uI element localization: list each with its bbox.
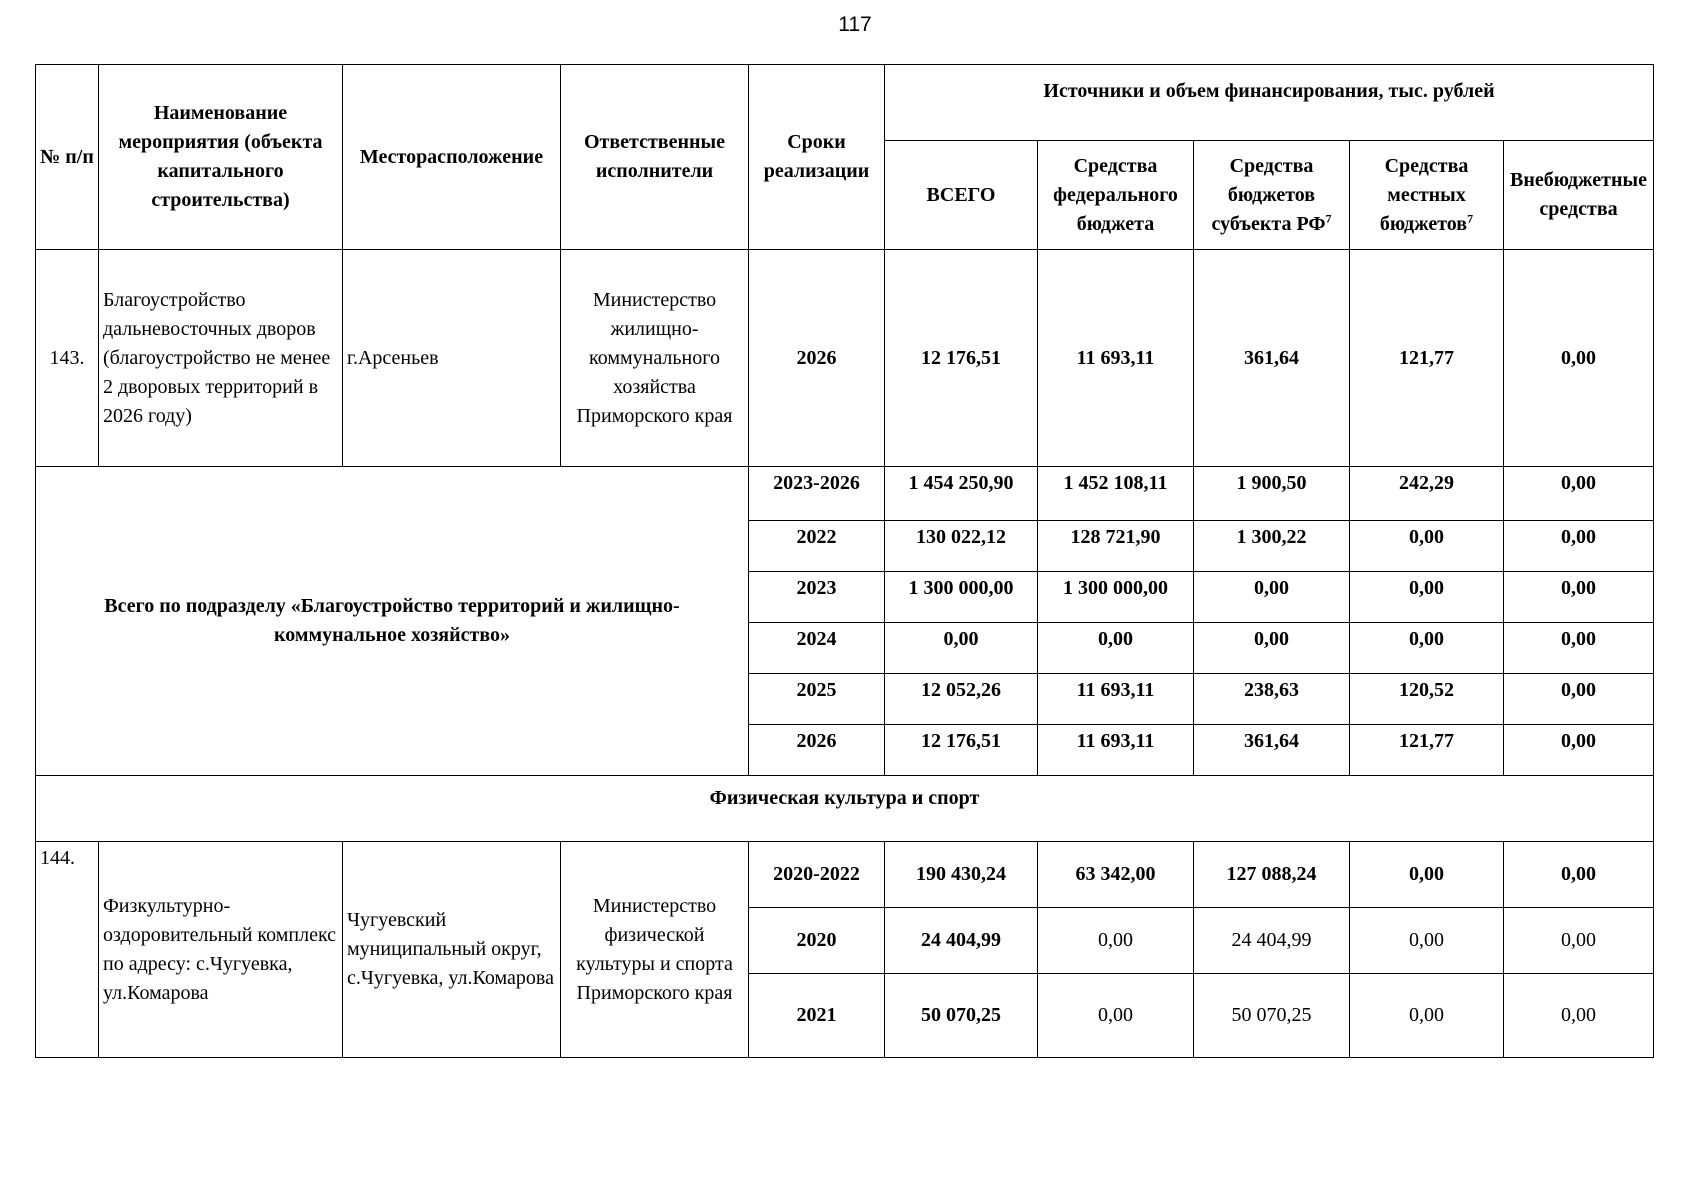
- row144-regional: 127 088,24: [1194, 842, 1350, 908]
- subtotal-federal: 128 721,90: [1038, 521, 1194, 572]
- financing-table: [35, 64, 1654, 1058]
- subtotal-total: 12 052,26: [885, 674, 1038, 725]
- subtotal-extra: 0,00: [1504, 467, 1654, 521]
- subtotal-local: 242,29: [1350, 467, 1504, 521]
- row143-period: 2026: [749, 250, 885, 467]
- subtotal-local: 121,77: [1350, 725, 1504, 776]
- subtotal-extra: 0,00: [1504, 521, 1654, 572]
- header-federal: Средства федерального бюджета: [1038, 141, 1194, 250]
- subtotal-period: 2022: [749, 521, 885, 572]
- row144-federal: 63 342,00: [1038, 842, 1194, 908]
- subtotal-local: 0,00: [1350, 572, 1504, 623]
- subtotal-regional: 0,00: [1194, 623, 1350, 674]
- row143-total: 12 176,51: [885, 250, 1038, 467]
- subtotal-federal: 1 452 108,11: [1038, 467, 1194, 521]
- row143-num: 143.: [36, 250, 99, 467]
- subtotal-federal: 1 300 000,00: [1038, 572, 1194, 623]
- row144-name: Физкультурно-оздоровительный комплекс по адресу: с.Чугуевка, ул.Комарова: [99, 842, 343, 1058]
- row144-local: 0,00: [1350, 908, 1504, 974]
- row143-local: 121,77: [1350, 250, 1504, 467]
- row144-local: 0,00: [1350, 842, 1504, 908]
- subtotal-total: 0,00: [885, 623, 1038, 674]
- subtotal-federal: 0,00: [1038, 623, 1194, 674]
- subtotal-extra: 0,00: [1504, 623, 1654, 674]
- row144-extra: 0,00: [1504, 974, 1654, 1058]
- subtotal-local: 120,52: [1350, 674, 1504, 725]
- row144-total: 24 404,99: [885, 908, 1038, 974]
- header-local-text: Средства местных бюджетов: [1379, 154, 1469, 235]
- row144-period: 2020: [749, 908, 885, 974]
- header-location: Месторасположение: [343, 65, 561, 250]
- header-regional: [1194, 141, 1350, 250]
- subtotal-total: 12 176,51: [885, 725, 1038, 776]
- row143-regional: 361,64: [1194, 250, 1350, 467]
- header-local-footnote: 7: [1467, 210, 1474, 225]
- subtotal-regional: 0,00: [1194, 572, 1350, 623]
- row144-period: 2020-2022: [749, 842, 885, 908]
- subtotal-local: 0,00: [1350, 623, 1504, 674]
- row143-executor: Министерство жилищно-коммунального хозяйства Приморского края: [561, 250, 749, 467]
- subtotal-period: 2026: [749, 725, 885, 776]
- subtotal-label: Всего по подразделу «Благоустройство территорий и жилищно-коммунальное хозяйство»: [36, 467, 749, 776]
- subtotal-total: 1 300 000,00: [885, 572, 1038, 623]
- table-row-143: [36, 250, 1654, 467]
- row144-total: 50 070,25: [885, 974, 1038, 1058]
- subtotal-period: 2023: [749, 572, 885, 623]
- subtotal-period: 2023-2026: [749, 467, 885, 521]
- section-row: [36, 776, 1654, 842]
- header-period: Сроки реализации: [749, 65, 885, 250]
- subtotal-regional: 361,64: [1194, 725, 1350, 776]
- subtotal-total: 130 022,12: [885, 521, 1038, 572]
- subtotal-regional: 238,63: [1194, 674, 1350, 725]
- header-name: Наименование мероприятия (объекта капитального строительства): [99, 65, 343, 250]
- subtotal-local: 0,00: [1350, 521, 1504, 572]
- subtotal-federal: 11 693,11: [1038, 725, 1194, 776]
- subtotal-regional: 1 900,50: [1194, 467, 1350, 521]
- subtotal-extra: 0,00: [1504, 725, 1654, 776]
- subtotal-period: 2024: [749, 623, 885, 674]
- subtotal-period: 2025: [749, 674, 885, 725]
- row144-federal: 0,00: [1038, 908, 1194, 974]
- row143-federal: 11 693,11: [1038, 250, 1194, 467]
- subtotal-extra: 0,00: [1504, 674, 1654, 725]
- header-total: ВСЕГО: [885, 141, 1038, 250]
- subtotal-total: 1 454 250,90: [885, 467, 1038, 521]
- subtotal-regional: 1 300,22: [1194, 521, 1350, 572]
- row143-extra: 0,00: [1504, 250, 1654, 467]
- subtotal-federal: 11 693,11: [1038, 674, 1194, 725]
- table-row-144: [36, 842, 1654, 908]
- row144-num: 144.: [36, 842, 99, 1058]
- row144-regional: 24 404,99: [1194, 908, 1350, 974]
- row143-location: г.Арсеньев: [343, 250, 561, 467]
- header-regional-footnote: 7: [1325, 210, 1332, 225]
- header-extra: Внебюджетные средства: [1504, 141, 1654, 250]
- header-local: [1350, 141, 1504, 250]
- header-executors: Ответственные исполнители: [561, 65, 749, 250]
- row144-period: 2021: [749, 974, 885, 1058]
- row144-local: 0,00: [1350, 974, 1504, 1058]
- header-regional-text: Средства бюджетов субъекта РФ: [1211, 154, 1326, 235]
- row144-total: 190 430,24: [885, 842, 1038, 908]
- section-title: Физическая культура и спорт: [36, 776, 1654, 842]
- page-number: 117: [838, 13, 872, 36]
- row143-name: Благоустройство дальневосточных дворов (благоустройство не менее 2 дворовых территорий в 2026 году): [99, 250, 343, 467]
- row144-extra: 0,00: [1504, 842, 1654, 908]
- row144-extra: 0,00: [1504, 908, 1654, 974]
- header-num: № п/п: [36, 65, 99, 250]
- row144-federal: 0,00: [1038, 974, 1194, 1058]
- row144-location: Чугуевский муниципальный округ, с.Чугуевка, ул.Комарова: [343, 842, 561, 1058]
- row144-executor: Министерство физической культуры и спорта Приморского края: [561, 842, 749, 1058]
- subtotal-row: [36, 467, 1654, 521]
- subtotal-extra: 0,00: [1504, 572, 1654, 623]
- header-row-1: [36, 65, 1654, 141]
- row144-regional: 50 070,25: [1194, 974, 1350, 1058]
- header-funding: Источники и объем финансирования, тыс. рублей: [885, 65, 1654, 141]
